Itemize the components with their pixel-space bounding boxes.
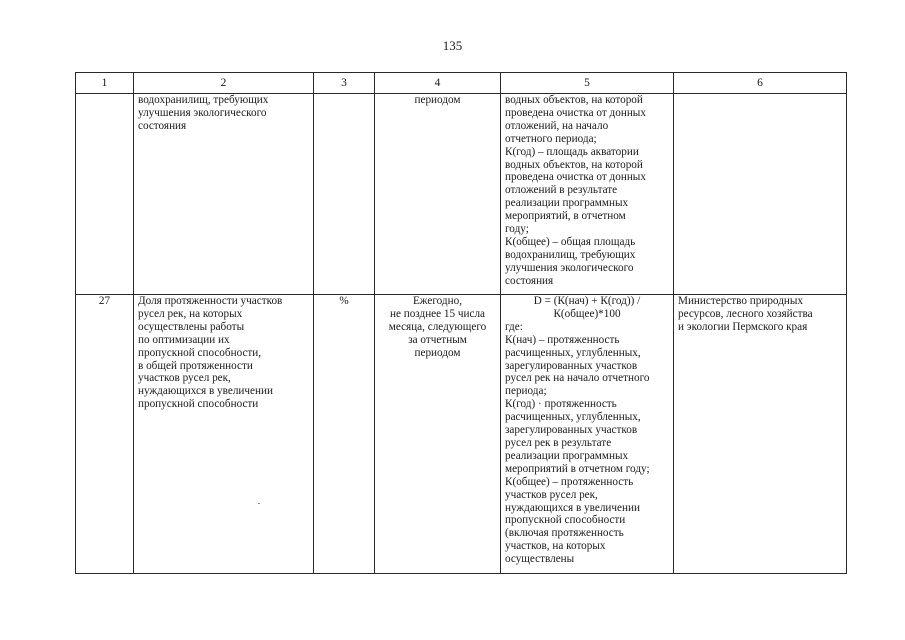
indicator-name-cell: водохранилищ, требующих улучшения экологического состояния — [134, 94, 314, 295]
header-col-6: 6 — [674, 73, 847, 94]
formula-text: D = (К(нач) + К(год)) / К(общее)*100 — [533, 295, 641, 320]
row-number-cell — [76, 94, 134, 295]
indicators-table — [75, 72, 847, 574]
header-col-5: 5 — [501, 73, 674, 94]
row-number-cell: 27 — [76, 295, 134, 574]
periodicity-cell: Ежегодно, не позднее 15 числа месяца, следующего за отчетным периодом — [375, 295, 501, 574]
table-header-row — [76, 73, 847, 94]
formula-explanation: водных объектов, на которой проведена очистка от донных отложений, на начало отчетного периода; К(год) – площадь акватории водных объектов, на которой проведена очистка от донных отложений в результате реализации программных мероприятий, в отчетном году; К(общее) – общая площадь водохранилищ, требующих улучшения экологического состояния — [505, 94, 646, 287]
table-row — [76, 94, 847, 295]
header-col-1: 1 — [76, 73, 134, 94]
responsible-body-cell — [674, 94, 847, 295]
page-number: 135 — [442, 38, 463, 53]
table-row — [76, 295, 847, 574]
unit-cell: % — [314, 295, 375, 574]
scan-speck — [258, 503, 260, 504]
indicator-name-cell: Доля протяженности участков русел рек, на которых осуществлены работы по оптимизации их пропускной способности, в общей протяженности участков русел рек, нуждающихся в увеличении пропускной способности — [134, 295, 314, 574]
responsible-body-cell: Министерство природных ресурсов, лесного хозяйства и экологии Пермского края — [674, 295, 847, 574]
calculation-method-cell — [501, 295, 674, 574]
calculation-method-cell — [501, 94, 674, 295]
header-col-3: 3 — [314, 73, 375, 94]
header-col-4: 4 — [375, 73, 501, 94]
formula-explanation: где: К(нач) – протяженность расчищенных, углубленных, зарегулированных участков русел рек на начало отчетного периода; К(год) · протяженность расчищенных, углубленных, зарегулированных участков русел рек в результате реализации программных мероприятий в отчетном году; К(общее) – протяженность участков русел рек, нуждающихся в увеличении пропускной способности (включая протяженность участков, на которых осуществлены — [505, 320, 650, 566]
header-col-2: 2 — [134, 73, 314, 94]
unit-cell — [314, 94, 375, 295]
periodicity-cell: периодом — [375, 94, 501, 295]
